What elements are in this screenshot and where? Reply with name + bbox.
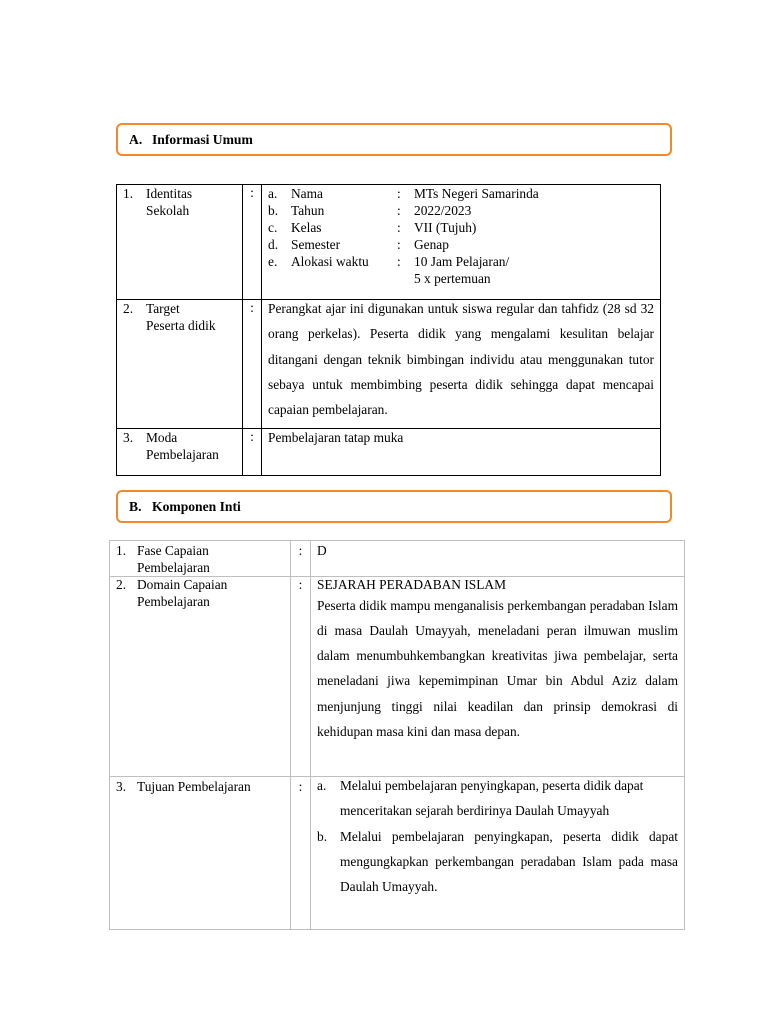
row-number: 3. — [123, 430, 134, 445]
school-year: 2022/2023 — [414, 203, 472, 218]
table-row — [110, 541, 685, 577]
list-item: b. Melalui pembelajaran penyingkapan, peserta didik dapat mengungkapkan perkembangan peradaban Islam pada masa Daulah Umayyah. — [317, 824, 678, 900]
row-label: Tujuan Pembelajaran — [137, 779, 251, 794]
row-number: 1. — [116, 543, 127, 558]
domain-heading: SEJARAH PERADABAN ISLAM — [317, 577, 506, 592]
row-number: 2. — [116, 577, 127, 592]
row-label: Moda — [146, 430, 178, 445]
colon: : — [298, 779, 303, 794]
list-item: e. Alokasi waktu : 10 Jam Pelajaran/ 5 x pertemuan — [268, 253, 654, 287]
school-name: MTs Negeri Samarinda — [414, 186, 539, 201]
list-item: b. Tahun : 2022/2023 — [268, 202, 654, 219]
row-label: Pembelajaran — [137, 593, 210, 609]
time-allocation: 10 Jam Pelajaran/ 5 x pertemuan — [414, 254, 510, 286]
table-row — [117, 429, 661, 476]
colon: : — [250, 429, 254, 444]
colon: : — [250, 185, 254, 200]
row-label: Pembelajaran — [146, 447, 219, 462]
row-label: Fase Capaian — [137, 543, 209, 558]
table-row — [110, 577, 685, 777]
target-description: Perangkat ajar ini digunakan untuk siswa regular dan tahfidz (28 sd 32 orang perkelas). Peserta didik yang mengalami kesulitan belajar ditangani dengan teknik bimbingan individu atau menggunakan tutor sebaya untuk membimbing peserta didik sehingga dapat mencapai capaian pembelajaran. — [268, 301, 654, 418]
section-a-letter: A. — [129, 131, 143, 147]
core-component-table — [109, 540, 685, 930]
list-item: c. Kelas : VII (Tujuh) — [268, 219, 654, 236]
row-number: 3. — [116, 779, 127, 794]
row-label: Sekolah — [146, 203, 190, 218]
row-label: Target — [146, 301, 180, 316]
list-item: a. Nama : MTs Negeri Samarinda — [268, 185, 654, 202]
row-label: Identitas — [146, 186, 193, 201]
section-b-letter: B. — [129, 498, 142, 514]
class-value: VII (Tujuh) — [414, 220, 477, 235]
learning-mode: Pembelajaran tatap muka — [268, 430, 404, 445]
list-item: d. Semester : Genap — [268, 236, 654, 253]
list-item: a. Melalui pembelajaran penyingkapan, peserta didik dapat menceritakan sejarah berdirinya Daulah Umayyah — [317, 773, 678, 824]
colon: : — [298, 543, 303, 558]
table-row — [117, 300, 661, 429]
table-row — [117, 185, 661, 300]
semester-value: Genap — [414, 237, 449, 252]
objective-text: Melalui pembelajaran penyingkapan, peserta didik dapat mengungkapkan perkembangan peradaban Islam pada masa Daulah Umayyah. — [340, 828, 678, 895]
row-number: 2. — [123, 301, 134, 316]
row-number: 1. — [123, 186, 134, 201]
colon: : — [298, 577, 303, 592]
objective-text: Melalui pembelajaran penyingkapan, peserta didik dapat menceritakan sejarah berdirinya Daulah Umayyah — [340, 778, 644, 819]
phase-value: D — [317, 543, 327, 558]
colon: : — [250, 300, 254, 315]
section-b-title: Komponen Inti — [152, 498, 241, 514]
row-label: Pembelajaran — [137, 559, 210, 575]
general-info-table — [116, 184, 661, 476]
table-row — [110, 777, 685, 930]
section-a-title: Informasi Umum — [152, 131, 253, 147]
section-b-header — [116, 490, 672, 523]
row-label: Domain Capaian — [137, 577, 228, 592]
section-a-header — [116, 123, 672, 156]
row-label: Peserta didik — [146, 318, 216, 333]
domain-description: Peserta didik mampu menganalisis perkembangan peradaban Islam di masa Daulah Umayyah, meneladani peran ilmuwan muslim dalam menumbuhkembangkan kreativitas jiwa pembelajar, serta meneladani jiwa kepemimpinan Umar bin Abdul Aziz dalam menjunjung tinggi nilai keadilan dan prinsip demokrasi di kehidupan masa kini dan masa depan. — [317, 597, 678, 739]
